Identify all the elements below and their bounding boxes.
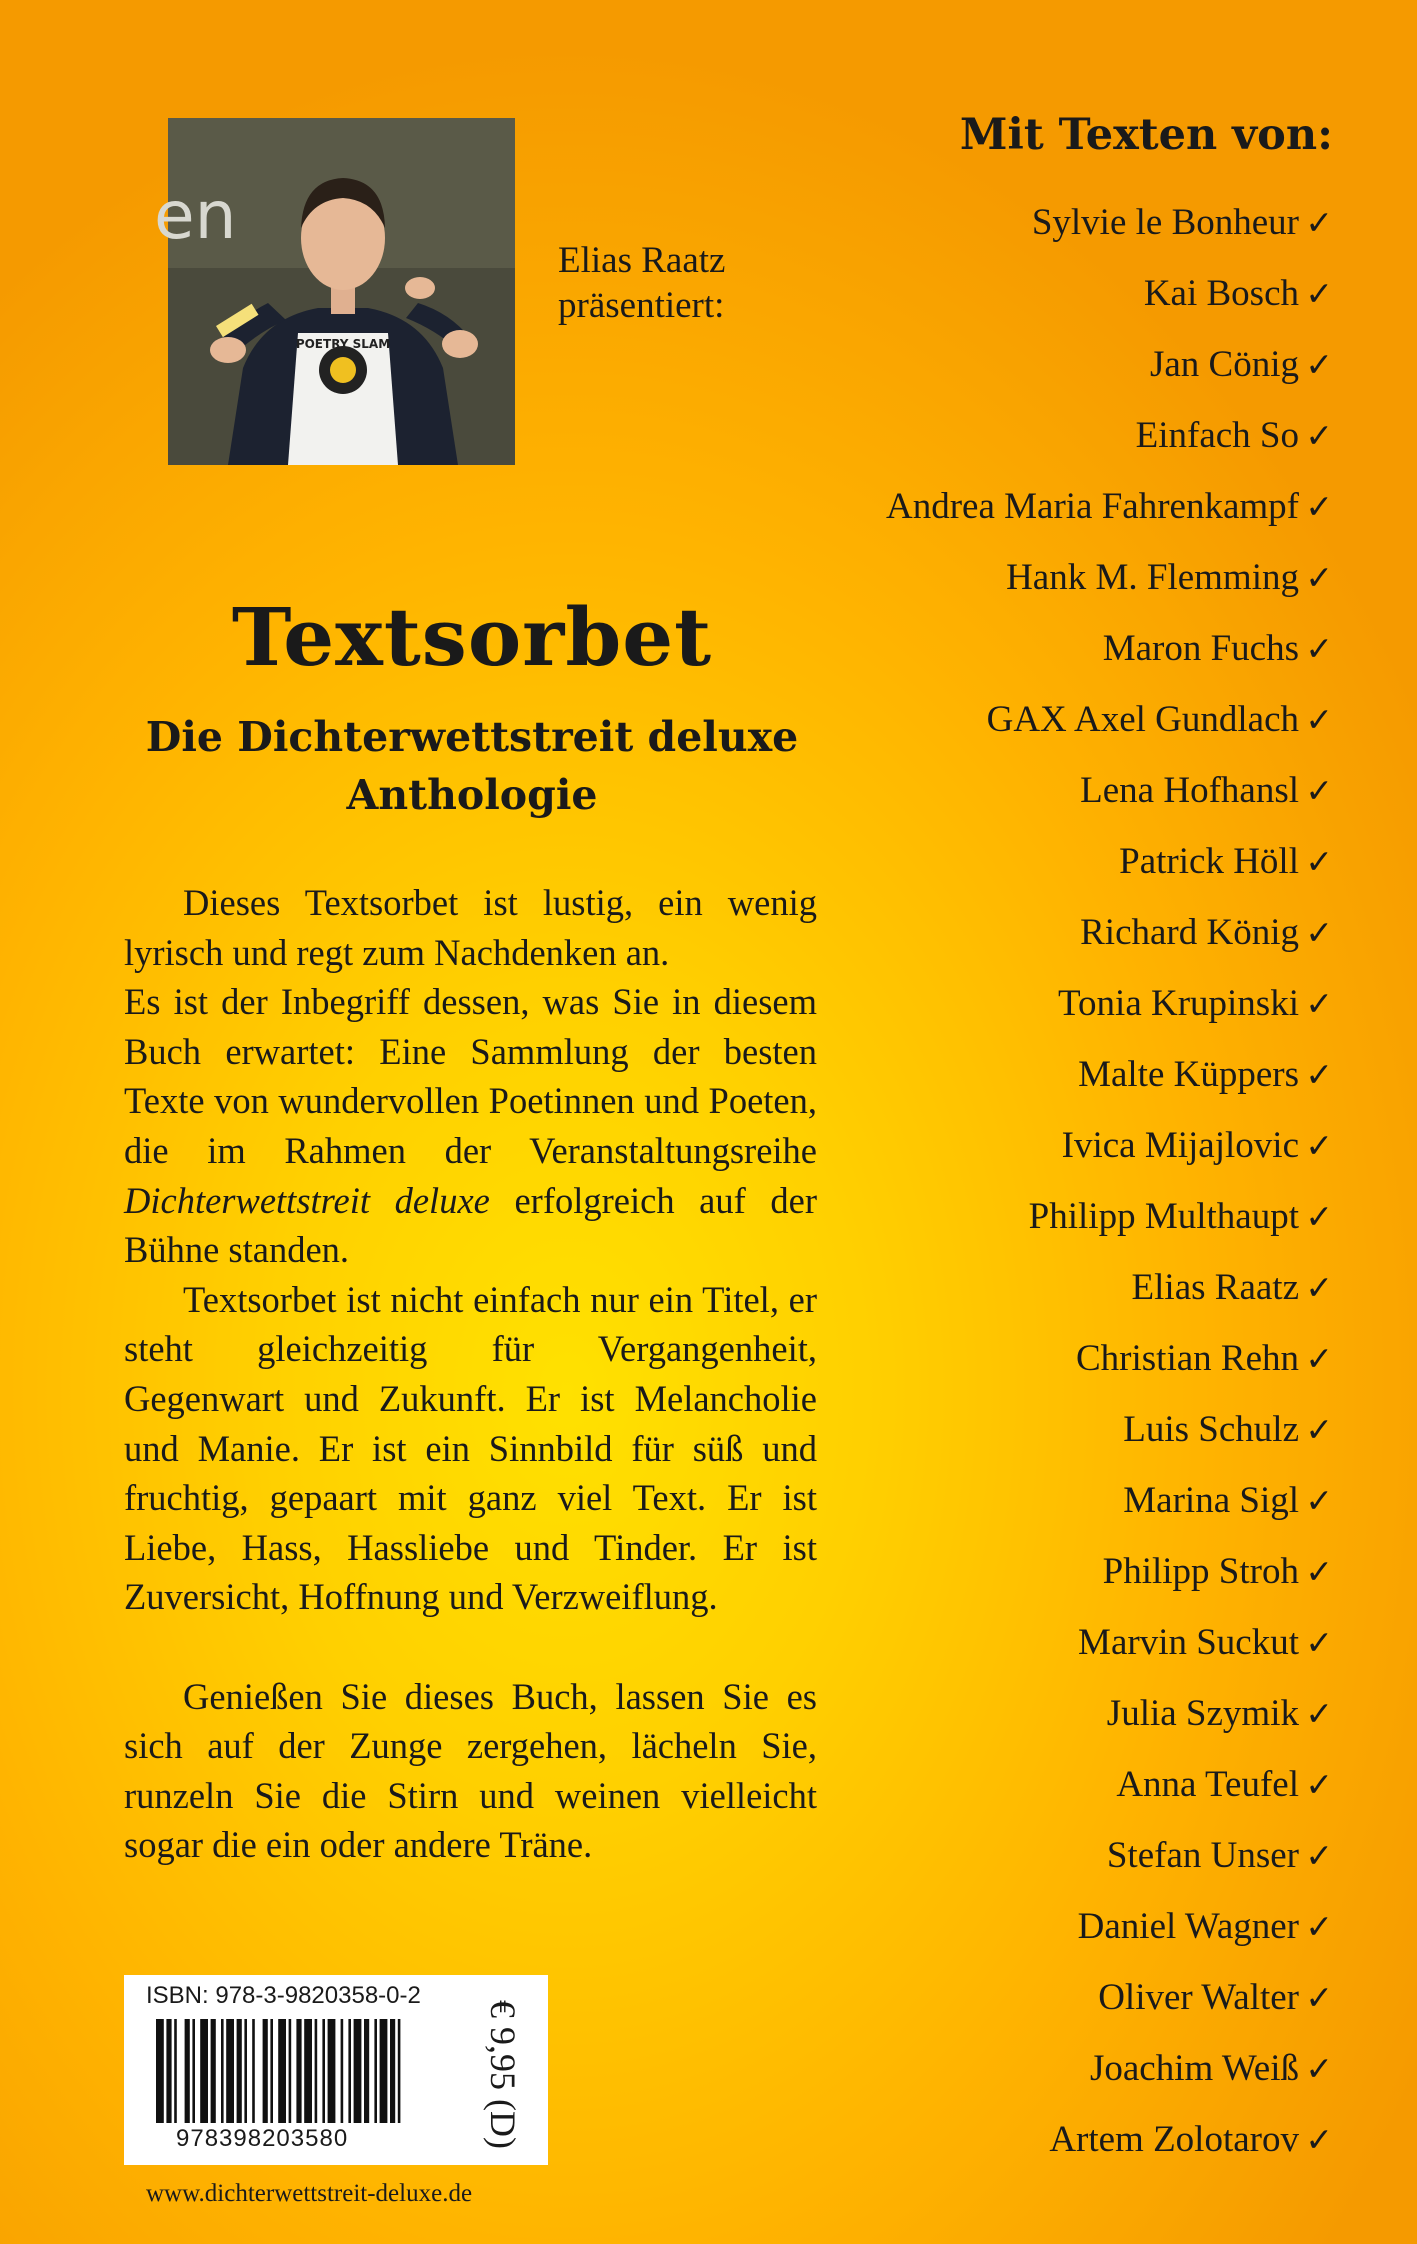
barcode-bar (174, 2019, 177, 2123)
contributor-item (886, 697, 1333, 768)
contributor-name: Marina Sigl (1123, 1480, 1299, 1521)
barcode-bar (328, 2019, 336, 2123)
subtitle-line-1: Die Dichterwettstreit deluxe (145, 713, 799, 761)
check-icon: ✓ (1305, 1836, 1333, 1875)
contributor-name: GAX Axel Gundlach (986, 699, 1299, 740)
barcode-bar (192, 2019, 195, 2123)
check-icon: ✓ (1305, 2049, 1333, 2088)
contributor-item (886, 2117, 1333, 2188)
check-icon: ✓ (1305, 629, 1333, 668)
contributor-item (886, 271, 1333, 342)
contributor-item (886, 626, 1333, 697)
blurb-paragraph-4: Genießen Sie dieses Buch, lassen Sie es sich auf der Zunge zergehen, lächeln Sie, runzeln Sie die Stirn und weinen vielleicht sogar die ein oder andere Träne. (124, 1675, 817, 1866)
contributor-item (886, 1762, 1333, 1833)
check-icon: ✓ (1305, 1339, 1333, 1378)
contributors-list (886, 200, 1333, 2188)
contributor-item (886, 768, 1333, 839)
check-icon: ✓ (1305, 274, 1333, 313)
barcode-bar (244, 2019, 247, 2123)
barcode (156, 2019, 476, 2123)
presenter-name: Elias Raatz (558, 240, 726, 281)
check-icon: ✓ (1305, 1126, 1333, 1165)
barcode-bar (322, 2019, 325, 2123)
check-icon: ✓ (1305, 913, 1333, 952)
contributor-name: Elias Raatz (1131, 1267, 1299, 1308)
check-icon: ✓ (1305, 2120, 1333, 2159)
contributor-item (886, 1194, 1333, 1265)
barcode-bar (200, 2019, 208, 2123)
contributor-name: Tonia Krupinski (1058, 983, 1299, 1024)
contributor-name: Kai Bosch (1143, 273, 1299, 314)
contributor-name: Christian Rehn (1075, 1338, 1299, 1379)
contributors-heading: Mit Texten von: (959, 110, 1333, 160)
blurb-paragraph-3: Textsorbet ist nicht einfach nur ein Titel, er steht gleichzeitig für Vergangenheit, Gegenwart und Zukunft. Er ist Melancholie und Manie. Er ist ein Sinnbild für süß und fruchtig, gepaart mit ganz viel Text. Er ist Liebe, Hass, Hassliebe und Tinder. Er ist Zuversicht, Hoffnung und Verzweiflung. (124, 1278, 817, 1618)
contributor-name: Sylvie le Bonheur (1031, 202, 1299, 243)
series-name: Dichterwettstreit deluxe (124, 1179, 490, 1221)
contributor-name: Richard König (1080, 912, 1299, 953)
barcode-bar (185, 2019, 190, 2123)
author-photo (154, 118, 515, 465)
presenter-credit (558, 238, 725, 328)
barcode-bar (166, 2019, 171, 2123)
check-icon: ✓ (1305, 558, 1333, 597)
check-icon: ✓ (1305, 345, 1333, 384)
check-icon: ✓ (1305, 1623, 1333, 1662)
check-icon: ✓ (1305, 771, 1333, 810)
contributor-name: Hank M. Flemming (1006, 557, 1299, 598)
contributor-item (886, 1975, 1333, 2046)
contributor-item (886, 413, 1333, 484)
barcode-bar (211, 2019, 216, 2123)
barcode-bar (315, 2019, 318, 2123)
contributor-name: Oliver Walter (1098, 1977, 1299, 2018)
price-label: € 9,95 (D) (483, 2000, 523, 2149)
barcode-bar (278, 2019, 286, 2123)
contributor-name: Jan Cönig (1149, 344, 1299, 385)
barcode-bar (364, 2019, 369, 2123)
contributor-item (886, 1549, 1333, 1620)
check-icon: ✓ (1305, 1481, 1333, 1520)
blurb-text (124, 878, 817, 1870)
contributor-name: Luis Schulz (1123, 1409, 1299, 1450)
contributor-item (886, 1833, 1333, 1904)
contributor-name: Lena Hofhansl (1080, 770, 1299, 811)
contributor-item (886, 1904, 1333, 1975)
check-icon: ✓ (1305, 1197, 1333, 1236)
barcode-bar (237, 2019, 242, 2123)
contributor-name: Philipp Stroh (1102, 1551, 1299, 1592)
contributor-name: Julia Szymik (1106, 1693, 1299, 1734)
contributor-name: Patrick Höll (1119, 841, 1299, 882)
contributor-item (886, 555, 1333, 626)
check-icon: ✓ (1305, 842, 1333, 881)
contributor-item (886, 1620, 1333, 1691)
contributor-item (886, 200, 1333, 271)
check-icon: ✓ (1305, 203, 1333, 242)
barcode-bar (398, 2019, 401, 2123)
contributor-name: Anna Teufel (1116, 1764, 1299, 1805)
presenter-suffix: präsentiert: (558, 285, 725, 326)
check-icon: ✓ (1305, 700, 1333, 739)
blurb-p2-end: erfolgreich auf der Bühne standen. (124, 1179, 817, 1271)
check-icon: ✓ (1305, 1978, 1333, 2017)
check-icon: ✓ (1305, 1907, 1333, 1946)
book-title: Textsorbet (231, 590, 713, 684)
check-icon: ✓ (1305, 1055, 1333, 1094)
barcode-bar (304, 2019, 312, 2123)
barcode-bar (380, 2019, 388, 2123)
contributor-item (886, 1052, 1333, 1123)
barcode-bar (341, 2019, 344, 2123)
contributor-name: Stefan Unser (1106, 1835, 1299, 1876)
contributor-name: Malte Küppers (1078, 1054, 1299, 1095)
barcode-bar (156, 2019, 164, 2123)
barcode-bar (374, 2019, 377, 2123)
barcode-bar (390, 2019, 395, 2123)
contributor-name: Philipp Multhaupt (1028, 1196, 1299, 1237)
barcode-bar (296, 2019, 301, 2123)
contributor-item (886, 484, 1333, 555)
performer-illustration (154, 118, 515, 465)
contributor-name: Ivica Mijajlovic (1061, 1125, 1299, 1166)
barcode-bar (270, 2019, 273, 2123)
contributor-name: Joachim Weiß (1089, 2048, 1299, 2089)
check-icon: ✓ (1305, 984, 1333, 1023)
contributor-item (886, 1265, 1333, 1336)
barcode-bar (348, 2019, 351, 2123)
contributor-item (886, 1336, 1333, 1407)
contributor-name: Artem Zolotarov (1049, 2119, 1299, 2160)
contributor-item (886, 1691, 1333, 1762)
barcode-bar (354, 2019, 362, 2123)
contributor-name: Einfach So (1135, 415, 1299, 456)
contributor-item (886, 910, 1333, 981)
website-url: www.dichterwettstreit-deluxe.de (146, 2180, 473, 2207)
check-icon: ✓ (1305, 1694, 1333, 1733)
check-icon: ✓ (1305, 1552, 1333, 1591)
blurb-paragraph-1: Dieses Textsorbet ist lustig, ein wenig lyrisch und regt zum Nachdenken an. (124, 882, 817, 973)
contributor-name: Maron Fuchs (1102, 628, 1299, 669)
check-icon: ✓ (1305, 416, 1333, 455)
check-icon: ✓ (1305, 1410, 1333, 1449)
shirt-print: POETRY SLAM (295, 337, 391, 351)
contributor-item (886, 1478, 1333, 1549)
subtitle-line-2: Anthologie (346, 771, 598, 819)
contributor-item (886, 981, 1333, 1052)
check-icon: ✓ (1305, 1268, 1333, 1307)
barcode-bar (289, 2019, 292, 2123)
contributor-item (886, 2046, 1333, 2117)
backdrop-text: en (154, 177, 237, 254)
barcode-bar (226, 2019, 234, 2123)
contributor-item (886, 1123, 1333, 1194)
check-icon: ✓ (1305, 487, 1333, 526)
barcode-bar (221, 2019, 224, 2123)
contributor-item (886, 839, 1333, 910)
contributor-name: Daniel Wagner (1077, 1906, 1299, 1947)
barcode-bar (263, 2019, 268, 2123)
blurb-paragraph-2 (124, 977, 817, 1275)
contributor-item (886, 342, 1333, 413)
barcode-bar (252, 2019, 255, 2123)
barcode-number: 978398203580 (176, 2125, 349, 2152)
contributor-name: Marvin Suckut (1078, 1622, 1299, 1663)
contributor-name: Andrea Maria Fahrenkampf (886, 486, 1299, 527)
isbn-label: ISBN: 978-3-9820358-0-2 (146, 1982, 421, 2009)
book-subtitle (0, 708, 944, 824)
check-icon: ✓ (1305, 1765, 1333, 1804)
contributor-item (886, 1407, 1333, 1478)
blurb-p2-start: Es ist der Inbegriff dessen, was Sie in diesem Buch erwartet: Eine Sammlung der besten Texte von wundervollen Poetinnen und Poeten, die im Rahmen der Veranstaltungsreihe (124, 981, 817, 1171)
